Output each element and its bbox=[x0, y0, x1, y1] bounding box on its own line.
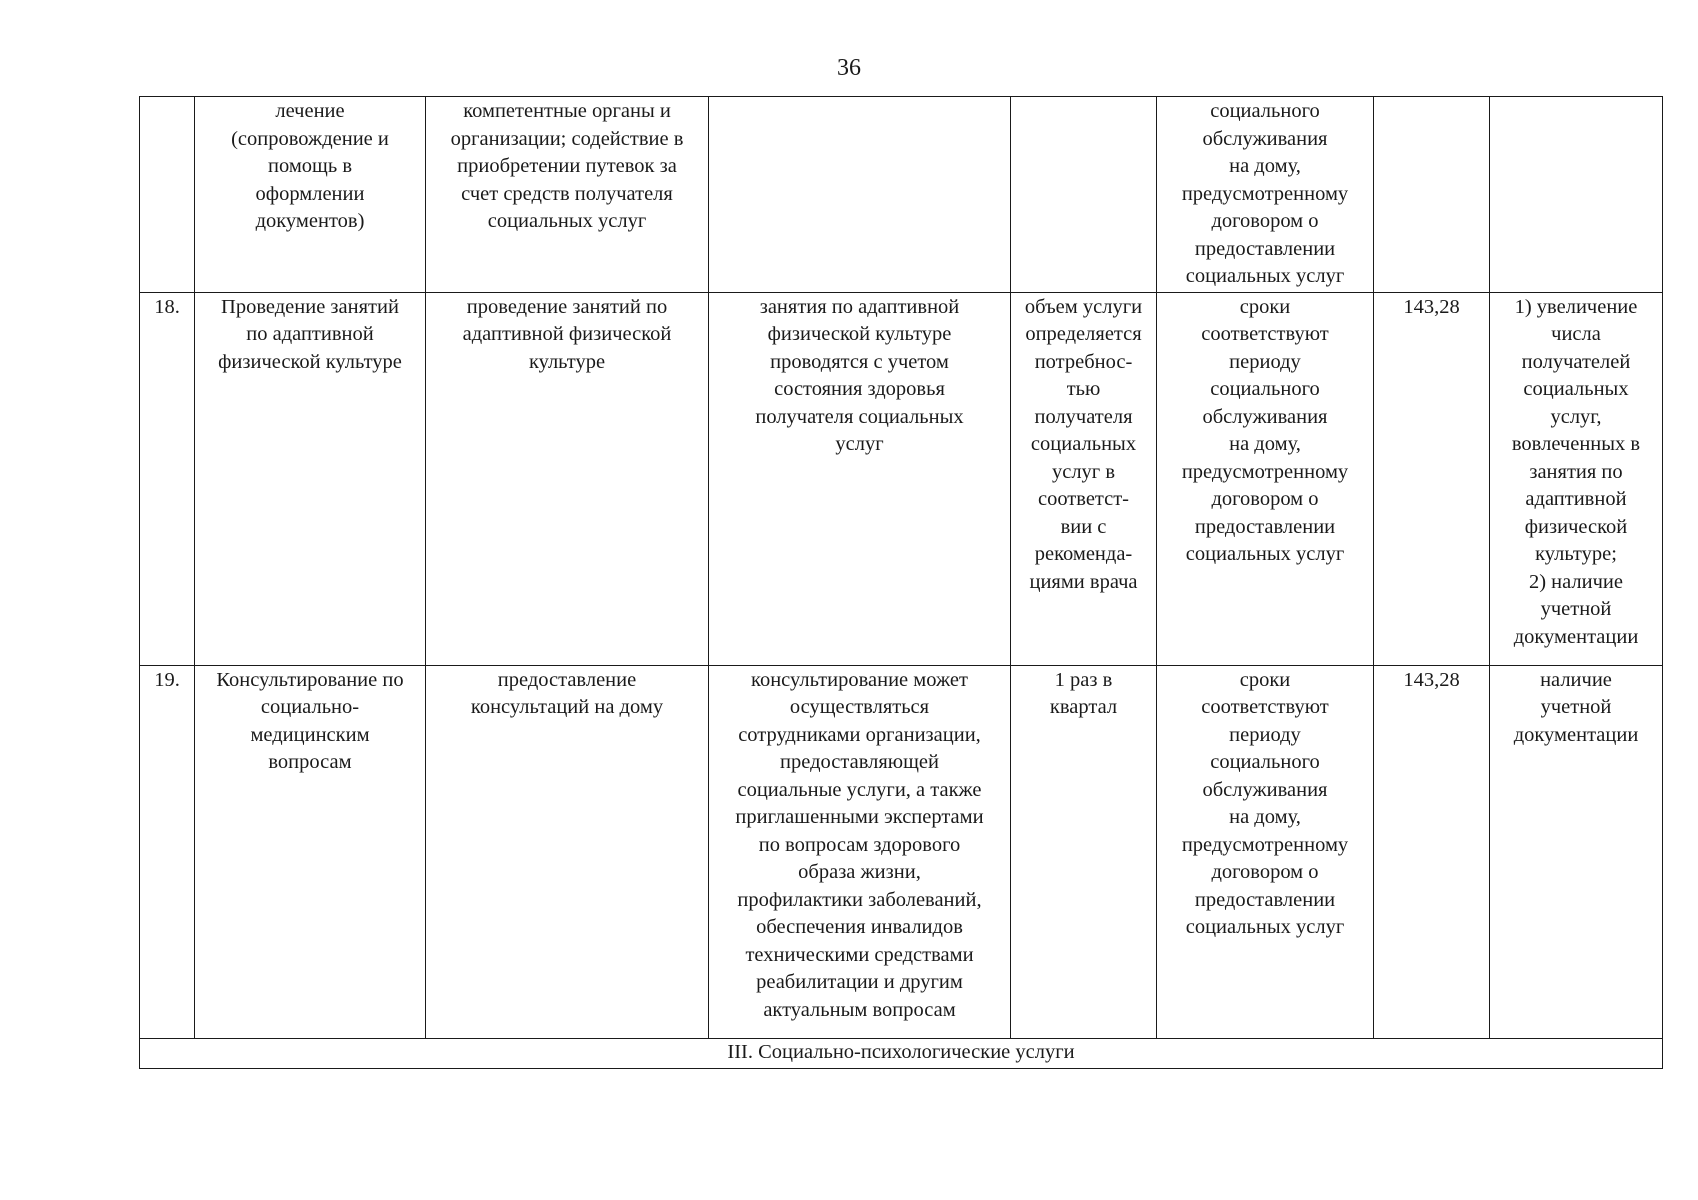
cell-service-tariff bbox=[1374, 97, 1490, 293]
services-table bbox=[139, 96, 1663, 1069]
cell-service-conditions: консультирование может осуществляться сотрудниками организации, предоставляющей социальные услуги, а также приглашенными экспертами по вопросам здорового образа жизни, профилактики заболеваний, обеспечения инвалидов техническими средствами реабилитации и другим актуальным вопросам bbox=[709, 665, 1011, 1038]
table-row bbox=[140, 292, 1663, 665]
cell-service-terms: сроки соответствуют периоду социального обслуживания на дому, предусмотренному договором о предоставлении социальных услуг bbox=[1157, 665, 1374, 1038]
cell-service-description: компетентные органы и организации; содействие в приобретении путевок за счет средств получателя социальных услуг bbox=[426, 97, 709, 293]
page-number: 36 bbox=[837, 55, 861, 81]
cell-service-volume bbox=[1011, 97, 1157, 293]
cell-service-volume: 1 раз в квартал bbox=[1011, 665, 1157, 1038]
cell-service-volume: объем услуги определяется потребнос- тью получателя социальных услуг в соответст- вии с рекоменда- циями врача bbox=[1011, 292, 1157, 665]
cell-service-name: Проведение занятий по адаптивной физической культуре bbox=[195, 292, 426, 665]
cell-service-description: предоставление консультаций на дому bbox=[426, 665, 709, 1038]
cell-num bbox=[140, 97, 195, 293]
cell-num: 19. bbox=[140, 665, 195, 1038]
cell-num: 18. bbox=[140, 292, 195, 665]
section-heading-row bbox=[140, 1038, 1663, 1068]
cell-service-description: проведение занятий по адаптивной физической культуре bbox=[426, 292, 709, 665]
cell-service-name: Консультирование по социально- медицинским вопросам bbox=[195, 665, 426, 1038]
cell-service-conditions bbox=[709, 97, 1011, 293]
cell-service-tariff: 143,28 bbox=[1374, 292, 1490, 665]
cell-service-conditions: занятия по адаптивной физической культуре проводятся с учетом состояния здоровья получателя социальных услуг bbox=[709, 292, 1011, 665]
table-row bbox=[140, 665, 1663, 1038]
cell-service-tariff: 143,28 bbox=[1374, 665, 1490, 1038]
cell-service-indicators: наличие учетной документации bbox=[1490, 665, 1663, 1038]
cell-service-name: лечение (сопровождение и помощь в оформлении документов) bbox=[195, 97, 426, 293]
cell-service-indicators: 1) увеличение числа получателей социальных услуг, вовлеченных в занятия по адаптивной физической культуре; 2) наличие учетной документации bbox=[1490, 292, 1663, 665]
cell-service-terms: сроки соответствуют периоду социального обслуживания на дому, предусмотренному договором о предоставлении социальных услуг bbox=[1157, 292, 1374, 665]
cell-service-indicators bbox=[1490, 97, 1663, 293]
section-heading: III. Социально-психологические услуги bbox=[140, 1038, 1663, 1068]
cell-service-terms: социального обслуживания на дому, предусмотренному договором о предоставлении социальных услуг bbox=[1157, 97, 1374, 293]
table-row-continuation bbox=[140, 97, 1663, 293]
